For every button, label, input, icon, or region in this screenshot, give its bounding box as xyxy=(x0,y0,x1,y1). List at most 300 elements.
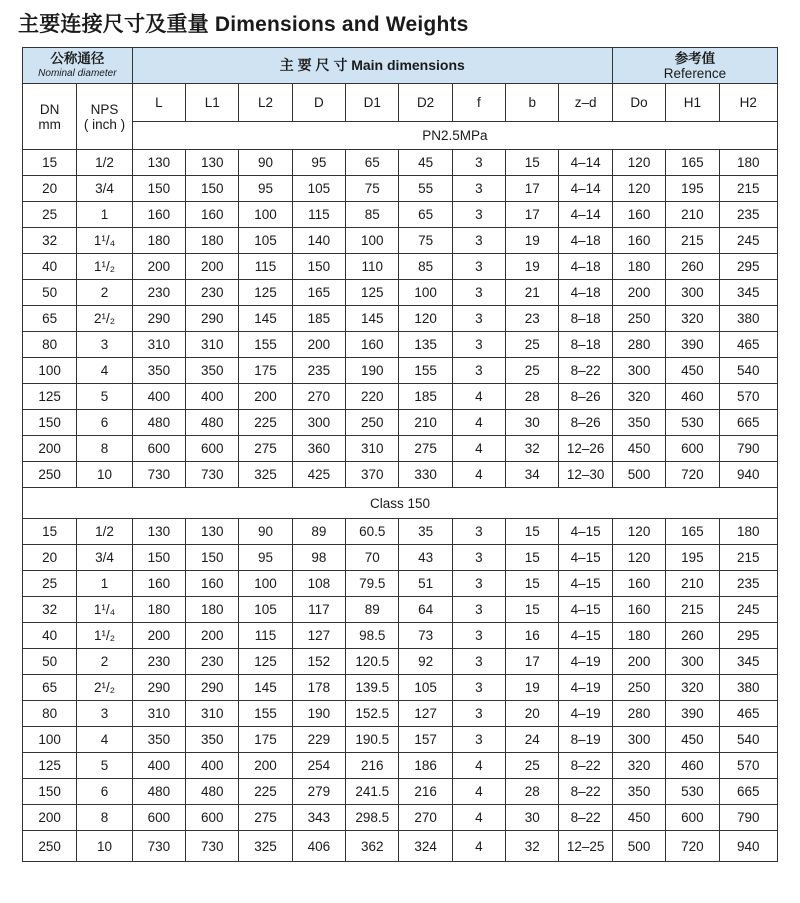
table-row xyxy=(23,202,778,228)
table-cell: 110 xyxy=(346,254,399,280)
table-cell: 165 xyxy=(666,150,719,176)
table-cell: 20 xyxy=(506,701,559,727)
table-cell: 4–19 xyxy=(559,649,612,675)
table-cell: 50 xyxy=(23,649,77,675)
table-cell: 16 xyxy=(506,623,559,649)
table-cell: 125 xyxy=(23,753,77,779)
table-cell: 3 xyxy=(452,597,505,623)
table-cell: 380 xyxy=(719,306,777,332)
table-cell: 3 xyxy=(452,727,505,753)
table-cell: 200 xyxy=(292,332,345,358)
table-cell: 4 xyxy=(77,727,132,753)
table-cell: 3 xyxy=(452,675,505,701)
table-cell: 145 xyxy=(239,306,292,332)
table-cell: 185 xyxy=(292,306,345,332)
page-title: 主要连接尺寸及重量 Dimensions and Weights xyxy=(18,13,469,36)
table-cell: 4–18 xyxy=(559,254,612,280)
table-cell: 380 xyxy=(719,675,777,701)
table-cell: 570 xyxy=(719,753,777,779)
table-cell: 500 xyxy=(612,462,665,488)
table-cell: 32 xyxy=(23,597,77,623)
table-cell: 216 xyxy=(399,779,452,805)
table-row xyxy=(23,306,778,332)
table-cell: 25 xyxy=(23,202,77,228)
table-cell: 275 xyxy=(399,436,452,462)
table-cell: 450 xyxy=(666,358,719,384)
table-cell: 130 xyxy=(186,519,239,545)
table-cell: 90 xyxy=(239,150,292,176)
table-cell: 3 xyxy=(452,280,505,306)
table-cell: 280 xyxy=(612,701,665,727)
table-row xyxy=(23,649,778,675)
table-cell: 130 xyxy=(132,519,185,545)
table-cell: 150 xyxy=(292,254,345,280)
table-cell: 390 xyxy=(666,701,719,727)
table-cell: 450 xyxy=(612,436,665,462)
table-cell: 12–25 xyxy=(559,831,612,862)
table-cell: 60.5 xyxy=(346,519,399,545)
table-cell: 40 xyxy=(23,623,77,649)
table-cell: 3 xyxy=(452,358,505,384)
table-cell: 3/4 xyxy=(77,545,132,571)
table-cell: 65 xyxy=(399,202,452,228)
nps-label: NPS xyxy=(90,101,119,117)
table-cell: 225 xyxy=(239,410,292,436)
table-cell: 3 xyxy=(452,571,505,597)
table-cell: 117 xyxy=(292,597,345,623)
table-row xyxy=(23,332,778,358)
table-cell: 3 xyxy=(452,701,505,727)
table-cell: 200 xyxy=(239,753,292,779)
table-cell: 50 xyxy=(23,280,77,306)
table-cell: 160 xyxy=(612,228,665,254)
table-cell: 25 xyxy=(506,358,559,384)
table-cell: 98 xyxy=(292,545,345,571)
reference-header xyxy=(612,48,777,84)
table-cell: 34 xyxy=(506,462,559,488)
table-cell: 80 xyxy=(23,332,77,358)
table-cell: 17 xyxy=(506,176,559,202)
table-cell: 2 xyxy=(77,280,132,306)
table-cell: 280 xyxy=(612,332,665,358)
table-cell: 4–14 xyxy=(559,176,612,202)
table-cell: 43 xyxy=(399,545,452,571)
table-cell: 250 xyxy=(23,462,77,488)
main-dimensions-en: Main dimensions xyxy=(351,57,465,73)
table-cell: 150 xyxy=(23,779,77,805)
table-cell: 30 xyxy=(506,805,559,831)
nps-header xyxy=(77,84,132,150)
table-cell: 570 xyxy=(719,384,777,410)
table-cell: 115 xyxy=(239,623,292,649)
table-cell: 150 xyxy=(132,176,185,202)
table-cell: 6 xyxy=(77,779,132,805)
table-row xyxy=(23,571,778,597)
pressure-class-row xyxy=(23,122,778,150)
table-row xyxy=(23,150,778,176)
table-cell: 89 xyxy=(346,597,399,623)
table-cell: 530 xyxy=(666,410,719,436)
table-row xyxy=(23,597,778,623)
table-cell: 160 xyxy=(186,202,239,228)
table-cell: 8–22 xyxy=(559,753,612,779)
table-cell: 4 xyxy=(452,462,505,488)
column-header: D1 xyxy=(346,84,399,122)
table-cell: 360 xyxy=(292,436,345,462)
table-cell: 4–18 xyxy=(559,280,612,306)
table-cell: 3 xyxy=(77,701,132,727)
nominal-diameter-zh: 公称通径 xyxy=(50,50,105,66)
table-cell: 3 xyxy=(452,176,505,202)
table-cell: 165 xyxy=(292,280,345,306)
table-cell: 178 xyxy=(292,675,345,701)
table-cell: 15 xyxy=(506,519,559,545)
table-row xyxy=(23,675,778,701)
table-cell: 465 xyxy=(719,701,777,727)
table-cell: 8–22 xyxy=(559,805,612,831)
table-cell: 190.5 xyxy=(346,727,399,753)
table-cell: 105 xyxy=(239,228,292,254)
table-cell: 350 xyxy=(186,358,239,384)
table-cell: 130 xyxy=(132,150,185,176)
table-cell: 15 xyxy=(506,571,559,597)
table-cell: 75 xyxy=(346,176,399,202)
table-cell: 1 xyxy=(77,202,132,228)
table-cell: 940 xyxy=(719,831,777,862)
dimensions-table xyxy=(22,47,778,862)
table-cell: 200 xyxy=(186,623,239,649)
table-cell: 295 xyxy=(719,623,777,649)
table-cell: 3 xyxy=(452,623,505,649)
table-cell: 160 xyxy=(612,202,665,228)
table-cell: 25 xyxy=(506,753,559,779)
pressure-class-label: PN2.5MPa xyxy=(132,122,777,150)
table-cell: 235 xyxy=(292,358,345,384)
column-header: L1 xyxy=(186,84,239,122)
table-cell: 20 xyxy=(23,545,77,571)
column-header: L2 xyxy=(239,84,292,122)
table-cell: 215 xyxy=(719,545,777,571)
table-cell: 4–14 xyxy=(559,202,612,228)
column-header: H1 xyxy=(666,84,719,122)
table-cell: 460 xyxy=(666,753,719,779)
table-cell: 4 xyxy=(452,831,505,862)
table-cell: 230 xyxy=(186,649,239,675)
table-cell: 85 xyxy=(399,254,452,280)
table-cell: 350 xyxy=(132,727,185,753)
table-cell: 345 xyxy=(719,649,777,675)
table-cell: 28 xyxy=(506,779,559,805)
table-cell: 120 xyxy=(612,519,665,545)
table-cell: 28 xyxy=(506,384,559,410)
column-header: D2 xyxy=(399,84,452,122)
table-cell: 120 xyxy=(612,150,665,176)
table-cell: 220 xyxy=(346,384,399,410)
table-cell: 790 xyxy=(719,436,777,462)
table-cell: 310 xyxy=(132,332,185,358)
table-cell: 125 xyxy=(23,384,77,410)
table-cell: 270 xyxy=(292,384,345,410)
table-cell: 4 xyxy=(452,436,505,462)
table-cell: 10 xyxy=(77,462,132,488)
table-cell: 180 xyxy=(132,228,185,254)
table-cell: 230 xyxy=(132,649,185,675)
table-cell: 480 xyxy=(132,410,185,436)
table-cell: 275 xyxy=(239,805,292,831)
table-cell: 230 xyxy=(186,280,239,306)
table-cell: 3 xyxy=(452,202,505,228)
table-cell: 720 xyxy=(666,462,719,488)
table-cell: 157 xyxy=(399,727,452,753)
column-header-row xyxy=(23,84,778,122)
table-cell: 32 xyxy=(506,436,559,462)
table-cell: 600 xyxy=(186,805,239,831)
table-cell: 300 xyxy=(612,727,665,753)
table-cell: 4 xyxy=(452,805,505,831)
table-cell: 3 xyxy=(452,649,505,675)
table-cell: 20 xyxy=(23,176,77,202)
table-cell: 5 xyxy=(77,753,132,779)
table-cell: 145 xyxy=(346,306,399,332)
table-cell: 1¹/₂ xyxy=(77,254,132,280)
table-cell: 152.5 xyxy=(346,701,399,727)
table-cell: 460 xyxy=(666,384,719,410)
table-row xyxy=(23,831,778,862)
table-cell: 30 xyxy=(506,410,559,436)
table-cell: 130 xyxy=(186,150,239,176)
main-dimensions-zh: 主 要 尺 寸 xyxy=(279,57,348,73)
table-cell: 210 xyxy=(399,410,452,436)
column-header: f xyxy=(452,84,505,122)
table-cell: 8 xyxy=(77,436,132,462)
table-cell: 4–15 xyxy=(559,545,612,571)
table-cell: 216 xyxy=(346,753,399,779)
table-cell: 32 xyxy=(506,831,559,862)
table-cell: 150 xyxy=(23,410,77,436)
table-cell: 100 xyxy=(346,228,399,254)
table-cell: 229 xyxy=(292,727,345,753)
table-cell: 108 xyxy=(292,571,345,597)
table-cell: 290 xyxy=(186,306,239,332)
table-cell: 320 xyxy=(666,306,719,332)
table-cell: 4–15 xyxy=(559,597,612,623)
table-cell: 3 xyxy=(452,519,505,545)
table-cell: 100 xyxy=(239,571,292,597)
table-cell: 600 xyxy=(132,436,185,462)
table-cell: 15 xyxy=(506,545,559,571)
table-cell: 325 xyxy=(239,462,292,488)
table-cell: 940 xyxy=(719,462,777,488)
table-cell: 105 xyxy=(399,675,452,701)
table-cell: 1 xyxy=(77,571,132,597)
table-cell: 260 xyxy=(666,623,719,649)
table-cell: 400 xyxy=(132,384,185,410)
table-cell: 95 xyxy=(292,150,345,176)
table-cell: 4–15 xyxy=(559,623,612,649)
table-cell: 230 xyxy=(132,280,185,306)
table-cell: 730 xyxy=(132,462,185,488)
table-cell: 3 xyxy=(77,332,132,358)
table-cell: 92 xyxy=(399,649,452,675)
table-row xyxy=(23,727,778,753)
table-cell: 185 xyxy=(399,384,452,410)
table-cell: 343 xyxy=(292,805,345,831)
table-cell: 215 xyxy=(666,228,719,254)
table-cell: 730 xyxy=(132,831,185,862)
table-cell: 3 xyxy=(452,545,505,571)
table-cell: 85 xyxy=(346,202,399,228)
table-cell: 400 xyxy=(132,753,185,779)
column-header: L xyxy=(132,84,185,122)
table-cell: 150 xyxy=(186,545,239,571)
table-cell: 8–18 xyxy=(559,332,612,358)
table-cell: 250 xyxy=(23,831,77,862)
table-cell: 160 xyxy=(132,571,185,597)
table-cell: 241.5 xyxy=(346,779,399,805)
table-cell: 600 xyxy=(132,805,185,831)
table-cell: 6 xyxy=(77,410,132,436)
table-cell: 480 xyxy=(186,779,239,805)
table-row xyxy=(23,436,778,462)
table-cell: 600 xyxy=(186,436,239,462)
table-cell: 23 xyxy=(506,306,559,332)
table-cell: 295 xyxy=(719,254,777,280)
table-row xyxy=(23,779,778,805)
reference-en: Reference xyxy=(663,65,727,81)
table-cell: 3 xyxy=(452,254,505,280)
table-cell: 17 xyxy=(506,202,559,228)
table-cell: 25 xyxy=(23,571,77,597)
table-row xyxy=(23,228,778,254)
table-cell: 160 xyxy=(346,332,399,358)
table-cell: 600 xyxy=(666,436,719,462)
table-cell: 186 xyxy=(399,753,452,779)
table-row xyxy=(23,701,778,727)
table-cell: 730 xyxy=(186,831,239,862)
table-cell: 32 xyxy=(23,228,77,254)
table-cell: 215 xyxy=(666,597,719,623)
table-cell: 175 xyxy=(239,358,292,384)
table-cell: 79.5 xyxy=(346,571,399,597)
table-cell: 73 xyxy=(399,623,452,649)
table-cell: 400 xyxy=(186,384,239,410)
table-cell: 4 xyxy=(77,358,132,384)
table-cell: 200 xyxy=(23,805,77,831)
dn-label: DN xyxy=(39,101,60,117)
table-row xyxy=(23,384,778,410)
table-cell: 400 xyxy=(186,753,239,779)
table-cell: 3 xyxy=(452,228,505,254)
table-cell: 500 xyxy=(612,831,665,862)
table-cell: 250 xyxy=(346,410,399,436)
table-cell: 100 xyxy=(239,202,292,228)
table-cell: 406 xyxy=(292,831,345,862)
table-cell: 25 xyxy=(506,332,559,358)
table-cell: 200 xyxy=(612,649,665,675)
table-cell: 245 xyxy=(719,228,777,254)
table-cell: 1/2 xyxy=(77,519,132,545)
table-cell: 290 xyxy=(132,675,185,701)
table-cell: 310 xyxy=(186,701,239,727)
table-cell: 235 xyxy=(719,202,777,228)
nominal-diameter-en: Nominal diameter xyxy=(38,67,117,79)
table-cell: 160 xyxy=(186,571,239,597)
table-cell: 345 xyxy=(719,280,777,306)
table-cell: 254 xyxy=(292,753,345,779)
table-cell: 35 xyxy=(399,519,452,545)
table-cell: 90 xyxy=(239,519,292,545)
table-cell: 4 xyxy=(452,384,505,410)
table-cell: 155 xyxy=(239,701,292,727)
table-cell: 195 xyxy=(666,176,719,202)
table-cell: 24 xyxy=(506,727,559,753)
table-body xyxy=(23,150,778,862)
table-cell: 8 xyxy=(77,805,132,831)
table-cell: 290 xyxy=(132,306,185,332)
table-cell: 600 xyxy=(666,805,719,831)
table-cell: 4–19 xyxy=(559,701,612,727)
section-label: Class 150 xyxy=(23,488,778,519)
table-cell: 425 xyxy=(292,462,345,488)
table-cell: 65 xyxy=(23,306,77,332)
main-dimensions-header xyxy=(132,48,612,84)
table-cell: 390 xyxy=(666,332,719,358)
table-cell: 120 xyxy=(612,545,665,571)
table-cell: 210 xyxy=(666,202,719,228)
table-row xyxy=(23,462,778,488)
table-cell: 530 xyxy=(666,779,719,805)
table-cell: 4 xyxy=(452,779,505,805)
table-cell: 5 xyxy=(77,384,132,410)
table-cell: 290 xyxy=(186,675,239,701)
table-cell: 12–26 xyxy=(559,436,612,462)
table-cell: 320 xyxy=(612,753,665,779)
table-cell: 120 xyxy=(612,176,665,202)
table-cell: 155 xyxy=(239,332,292,358)
table-cell: 127 xyxy=(399,701,452,727)
table-cell: 279 xyxy=(292,779,345,805)
table-cell: 350 xyxy=(186,727,239,753)
table-row xyxy=(23,753,778,779)
table-cell: 19 xyxy=(506,675,559,701)
table-cell: 225 xyxy=(239,779,292,805)
table-row xyxy=(23,280,778,306)
table-cell: 180 xyxy=(186,228,239,254)
table-cell: 720 xyxy=(666,831,719,862)
table-cell: 55 xyxy=(399,176,452,202)
table-cell: 45 xyxy=(399,150,452,176)
table-cell: 298.5 xyxy=(346,805,399,831)
column-header: b xyxy=(506,84,559,122)
table-cell: 95 xyxy=(239,176,292,202)
table-cell: 3/4 xyxy=(77,176,132,202)
table-cell: 3 xyxy=(452,150,505,176)
table-cell: 15 xyxy=(23,150,77,176)
table-cell: 100 xyxy=(23,358,77,384)
table-cell: 4–15 xyxy=(559,571,612,597)
table-cell: 300 xyxy=(666,280,719,306)
table-cell: 115 xyxy=(292,202,345,228)
table-cell: 665 xyxy=(719,410,777,436)
table-cell: 330 xyxy=(399,462,452,488)
table-cell: 65 xyxy=(23,675,77,701)
table-cell: 75 xyxy=(399,228,452,254)
table-cell: 480 xyxy=(132,779,185,805)
table-cell: 200 xyxy=(186,254,239,280)
table-row xyxy=(23,410,778,436)
table-cell: 275 xyxy=(239,436,292,462)
table-cell: 180 xyxy=(186,597,239,623)
